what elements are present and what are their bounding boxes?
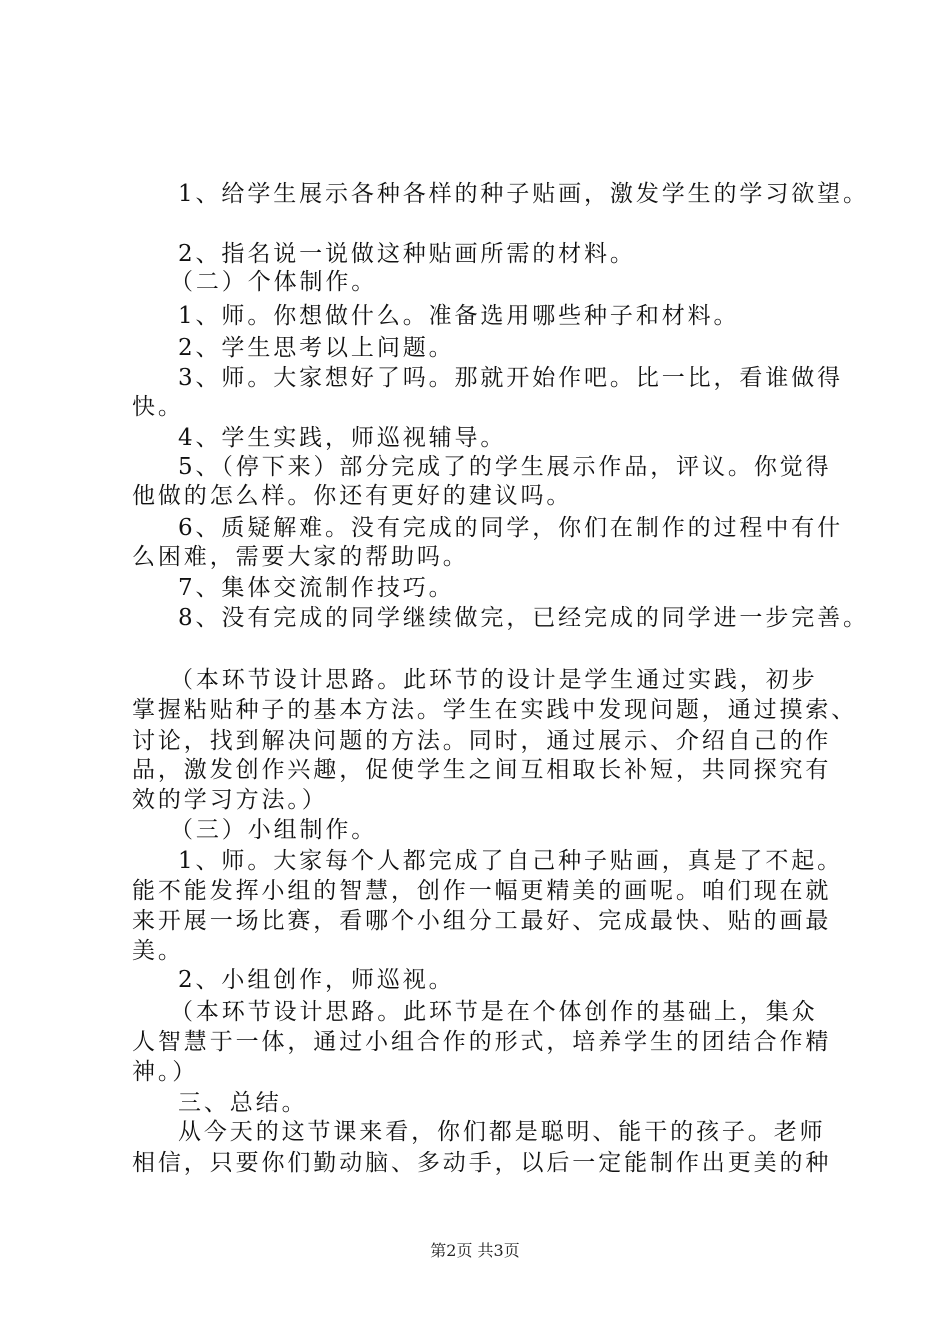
- text-line: 讨论，找到解决问题的方法。同时，通过展示、介绍自己的作: [132, 728, 832, 754]
- text-line: 从今天的这节课来看，你们都是聪明、能干的孩子。老师: [178, 1119, 826, 1145]
- text-line: 2、小组创作，师巡视。: [178, 967, 455, 993]
- text-line: 效的学习方法。）: [132, 787, 328, 813]
- page-footer: 第2页 共3页: [430, 1241, 520, 1260]
- text-line: 来开展一场比赛，看哪个小组分工最好、完成最快、贴的画最: [132, 908, 832, 934]
- text-line: 1、师。你想做什么。准备选用哪些种子和材料。: [178, 303, 740, 329]
- text-line: 相信，只要你们勤动脑、多动手，以后一定能制作出更美的种: [132, 1150, 832, 1176]
- text-line: 神。）: [132, 1059, 199, 1085]
- text-line: 他做的怎么样。你还有更好的建议吗。: [132, 483, 573, 509]
- text-line: （本环节设计思路。此环节是在个体创作的基础上，集众: [170, 999, 818, 1025]
- text-line: 人智慧于一体，通过小组合作的形式，培养学生的团结合作精: [132, 1029, 832, 1055]
- section-heading: （三）小组制作。: [170, 817, 378, 843]
- text-line: 7、集体交流制作技巧。: [178, 575, 455, 601]
- text-line: 6、质疑解难。没有完成的同学，你们在制作的过程中有什: [178, 515, 844, 541]
- text-line: 3、师。大家想好了吗。那就开始作吧。比一比，看谁做得: [178, 365, 844, 391]
- text-line: 么困难，需要大家的帮助吗。: [132, 544, 469, 570]
- text-line: 1、师。大家每个人都完成了自己种子贴画，真是了不起。: [178, 848, 844, 874]
- text-line: 4、学生实践，师巡视辅导。: [178, 425, 507, 451]
- text-line: 8、没有完成的同学继续做完，已经完成的同学进一步完善。: [178, 605, 869, 631]
- text-line: 快。: [132, 394, 184, 420]
- text-line: 2、学生思考以上问题。: [178, 335, 455, 361]
- text-line: 能不能发挥小组的智慧，创作一幅更精美的画呢。咱们现在就: [132, 878, 832, 904]
- text-line: 品，激发创作兴趣，促使学生之间互相取长补短，共同探究有: [132, 757, 832, 783]
- text-line: （本环节设计思路。此环节的设计是学生通过实践，初步: [170, 667, 818, 693]
- text-line: 1、给学生展示各种各样的种子贴画，激发学生的学习欲望。: [178, 181, 869, 207]
- text-line: 美。: [132, 938, 184, 964]
- text-line: 2、指名说一说做这种贴画所需的材料。: [178, 241, 636, 267]
- section-heading: （二）个体制作。: [170, 269, 378, 295]
- text-line: 5、（停下来）部分完成了的学生展示作品，评议。你觉得: [178, 454, 832, 480]
- section-heading: 三、总结。: [178, 1090, 308, 1116]
- text-line: 掌握粘贴种子的基本方法。学生在实践中发现问题，通过摸索、: [132, 697, 858, 723]
